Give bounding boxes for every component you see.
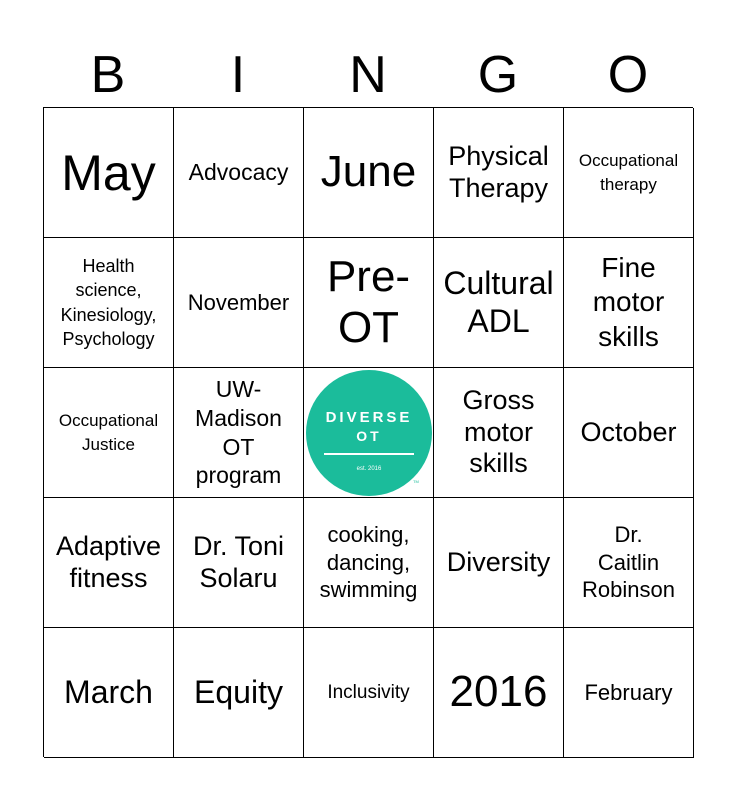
cell-text: Equity <box>194 673 283 710</box>
bingo-cell[interactable] <box>564 238 694 368</box>
header-letter-o: O <box>607 46 649 104</box>
cell-text: Fine motor skills <box>592 252 665 352</box>
bingo-cell[interactable] <box>434 238 564 368</box>
cell-text: November <box>187 289 290 315</box>
bingo-cell[interactable] <box>44 238 174 368</box>
header-letter-b: B <box>90 46 126 104</box>
header-letter-n: N <box>349 46 387 104</box>
bingo-cell[interactable] <box>304 108 434 238</box>
bingo-cell[interactable] <box>174 108 304 238</box>
header-letter-g: G <box>477 46 519 104</box>
cell-text: March <box>64 673 153 710</box>
cell-text: Physical Therapy <box>448 140 549 203</box>
bingo-cell[interactable] <box>564 628 694 758</box>
cell-text: Diversity <box>446 546 551 577</box>
bingo-cell[interactable] <box>44 108 174 238</box>
cell-text: October <box>580 416 677 447</box>
bingo-cell[interactable] <box>564 498 694 628</box>
cell-text: Dr. Toni Solaru <box>192 530 285 593</box>
cell-text: Occupational therapy <box>578 151 679 194</box>
cell-text: February <box>584 679 673 705</box>
free-space-logo[interactable] <box>304 368 434 498</box>
bingo-header <box>43 44 693 106</box>
logo-text-ot: OT <box>355 427 382 444</box>
cell-text: May <box>61 144 156 201</box>
bingo-cell[interactable] <box>44 628 174 758</box>
cell-text: UW- Madison OT program <box>195 376 282 489</box>
cell-text: Health science, Kinesiology, Psychology <box>60 256 157 349</box>
bingo-cell[interactable] <box>174 368 304 498</box>
cell-text: Occupational Justice <box>58 411 159 454</box>
bingo-cell[interactable] <box>564 108 694 238</box>
logo-text-diverse: DIVERSE <box>325 408 412 426</box>
bingo-cell[interactable] <box>304 498 434 628</box>
bingo-cell[interactable] <box>434 368 564 498</box>
bingo-cell[interactable] <box>304 238 434 368</box>
bingo-cell[interactable] <box>564 368 694 498</box>
header-letter-i: I <box>230 46 246 104</box>
logo-trademark: TM <box>412 478 419 484</box>
bingo-cell[interactable] <box>44 498 174 628</box>
cell-text: cooking, dancing, swimming <box>319 522 418 603</box>
cell-text: Gross motor skills <box>462 384 535 479</box>
bingo-cell[interactable] <box>434 498 564 628</box>
cell-text: Inclusivity <box>327 681 410 703</box>
bingo-cell[interactable] <box>174 498 304 628</box>
bingo-cell[interactable] <box>44 368 174 498</box>
cell-text: Advocacy <box>188 159 289 186</box>
bingo-grid <box>43 107 693 757</box>
bingo-cell[interactable] <box>174 628 304 758</box>
diverse-ot-logo <box>306 370 432 496</box>
cell-text: Pre- OT <box>326 252 411 352</box>
cell-text: 2016 <box>449 667 548 717</box>
bingo-cell[interactable] <box>304 628 434 758</box>
cell-text: Dr. Caitlin Robinson <box>582 522 675 603</box>
bingo-cell[interactable] <box>174 238 304 368</box>
cell-text: June <box>320 147 417 197</box>
bingo-cell[interactable] <box>434 108 564 238</box>
cell-text: Cultural ADL <box>443 264 554 339</box>
cell-text: Adaptive fitness <box>55 530 162 593</box>
logo-text-est: est. 2016 <box>356 465 381 472</box>
bingo-cell[interactable] <box>434 628 564 758</box>
